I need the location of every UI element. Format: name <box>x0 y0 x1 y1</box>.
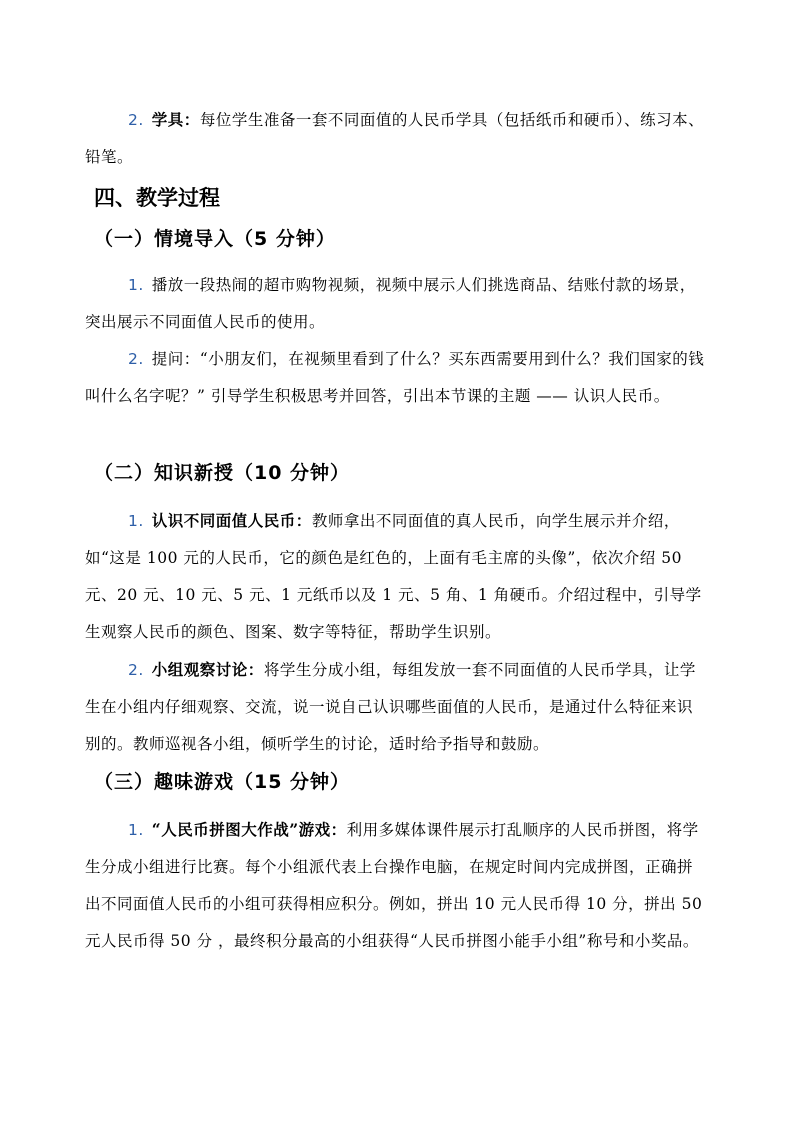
list-number: 2. <box>128 350 144 368</box>
subsection-heading-2: （二）知识新授（10 分钟） <box>94 462 351 484</box>
part3-paragraph-1 <box>85 811 705 960</box>
materials-paragraph <box>85 101 705 176</box>
paragraph-lead: 小组观察讨论： <box>151 660 264 679</box>
list-number: 2. <box>128 661 144 679</box>
paragraph-lead: “人民币拼图大作战”游戏： <box>151 820 347 839</box>
subsection-heading-1: （一）情境导入（5 分钟） <box>94 228 336 250</box>
paragraph-text: 利用多媒体课件展示打乱顺序的人民币拼图，将学生分成小组进行比赛。每个小组派代表上台操作电脑，在规定时间内完成拼图，正确拼出不同面值人民币的小组可获得相应积分。例如，拼出 10 元人民币得 10 分，拼出 50 元人民币得 50 分 ，最终积分最高的小组获得“人民币拼图小能手小组”称号和小奖品。 <box>85 821 703 950</box>
part2-paragraph-2 <box>85 651 705 763</box>
list-number: 1. <box>128 821 144 839</box>
paragraph-text: 每位学生准备一套不同面值的人民币学具（包括纸币和硬币）、练习本、铅笔。 <box>85 111 705 166</box>
paragraph-text: 教师拿出不同面值的真人民币，向学生展示并介绍，如“这是 100 元的人民币，它的颜色是红色的，上面有毛主席的头像”，依次介绍 50 元、20 元、10 元、5 元、1 元纸币以及 1 元、5 角、1 角硬币。介绍过程中，引导学生观察人民币的颜色、图案、数字等特征，帮助学生识别。 <box>85 512 702 641</box>
paragraph-lead: 认识不同面值人民币： <box>151 511 312 530</box>
paragraph-lead: 学具： <box>151 110 200 129</box>
part1-paragraph-2 <box>85 341 705 415</box>
list-number: 2. <box>128 111 144 129</box>
list-number: 1. <box>128 512 144 530</box>
paragraph-text: 播放一段热闹的超市购物视频，视频中展示人们挑选商品、结账付款的场景，突出展示不同面值人民币的使用。 <box>85 276 696 331</box>
paragraph-text: 提问：“小朋友们，在视频里看到了什么？买东西需要用到什么？我们国家的钱叫什么名字呢？” 引导学生积极思考并回答，引出本节课的主题 —— 认识人民币。 <box>85 350 705 405</box>
section-heading: 四、教学过程 <box>94 186 220 210</box>
part1-paragraph-1 <box>85 267 705 341</box>
list-number: 1. <box>128 276 144 294</box>
subsection-heading-3: （三）趣味游戏（15 分钟） <box>94 771 351 793</box>
paragraph-text: 将学生分成小组，每组发放一套不同面值的人民币学具，让学生在小组内仔细观察、交流，说一说自己认识哪些面值的人民币，是通过什么特征来识别的。教师巡视各小组，倾听学生的讨论，适时给予指导和鼓励。 <box>85 661 696 753</box>
part2-paragraph-1 <box>85 502 705 651</box>
